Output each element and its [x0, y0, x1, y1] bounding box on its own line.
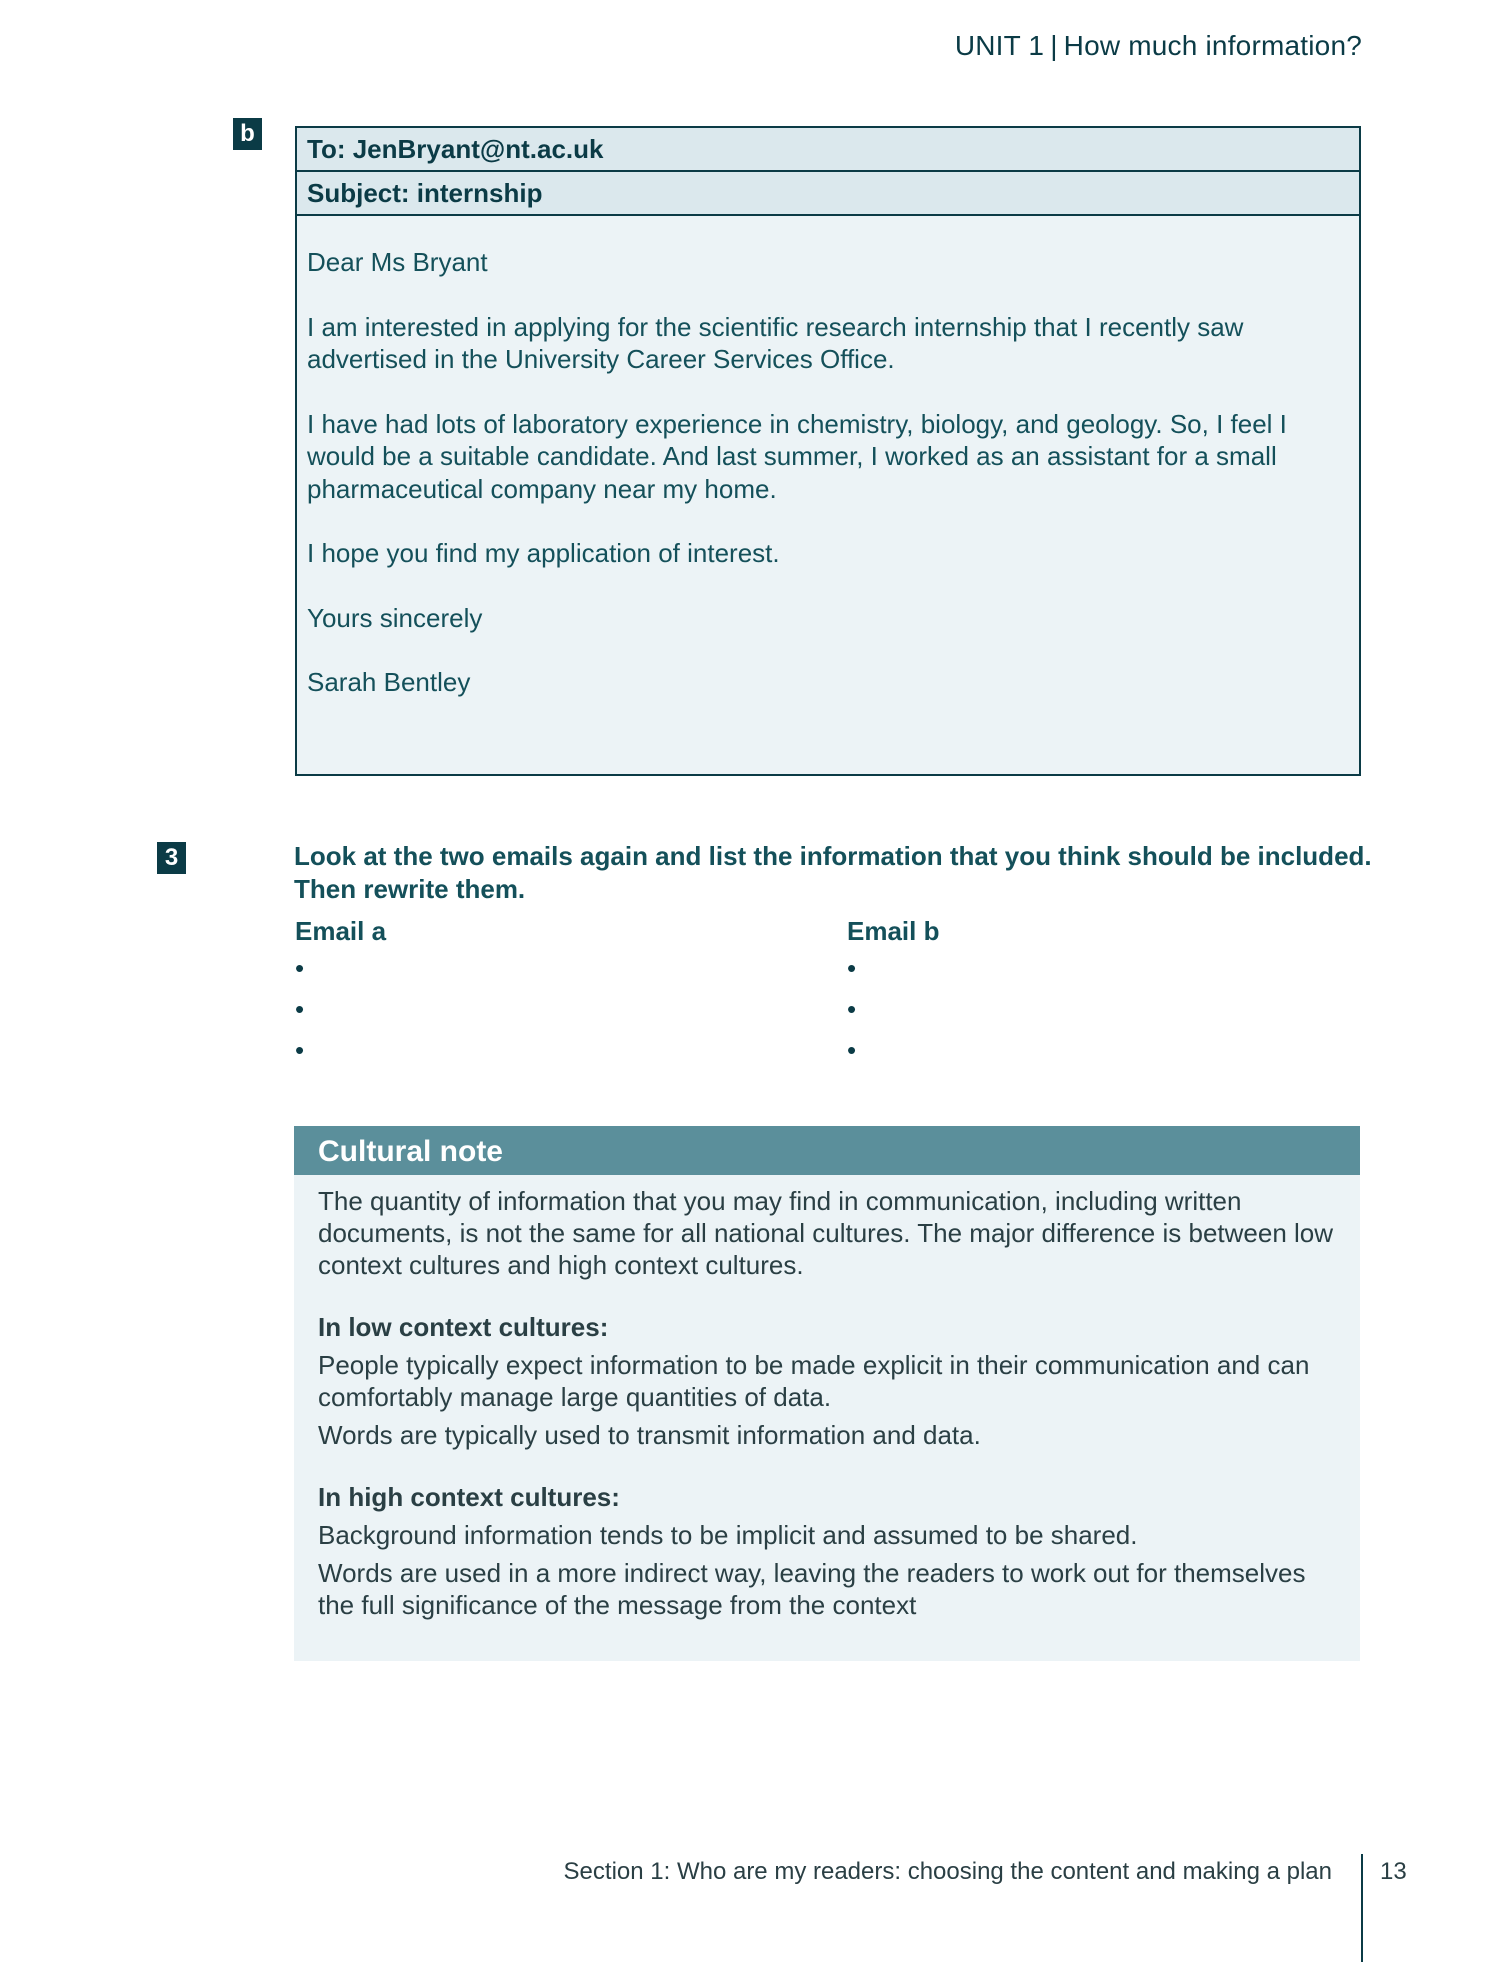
cultural-note-intro: The quantity of information that you may find in communication, including written documents, is not the same for all national cultures. The major difference is between low context cultures and high context cultures.	[318, 1186, 1334, 1280]
high-context-line: Background information tends to be implicit and assumed to be shared.	[318, 1520, 1138, 1550]
cultural-note-box	[294, 1126, 1360, 1661]
footer-section-title: Section 1: Who are my readers: choosing the content and making a plan	[563, 1858, 1332, 1885]
running-header	[955, 30, 1362, 62]
email-b-list	[847, 948, 1347, 1071]
footer-divider	[1361, 1854, 1363, 1962]
email-to-field: To: JenBryant@nt.ac.uk	[297, 128, 1359, 172]
email-body	[297, 216, 1359, 699]
task-instruction: Look at the two emails again and list the information that you think should be included. Then rewrite them.	[294, 841, 1372, 904]
low-context-line: People typically expect information to be made explicit in their communication and can comfortably manage large quantities of data.	[318, 1350, 1310, 1412]
high-context-line: Words are used in a more indirect way, leaving the readers to work out for themselves the full significance of the message from the context	[318, 1558, 1306, 1620]
unit-title: How much information?	[1063, 30, 1362, 61]
exercise-marker-b: b	[233, 118, 262, 150]
email-paragraph: I am interested in applying for the scientific research internship that I recently saw advertised in the University Career Services Office.	[307, 311, 1244, 374]
list-item: •	[295, 953, 305, 983]
high-context-heading: In high context cultures:	[318, 1482, 620, 1512]
low-context-line: Words are typically used to transmit information and data.	[318, 1420, 981, 1450]
list-item: •	[847, 1035, 857, 1065]
email-closing: Yours sincerely	[307, 602, 483, 633]
page-number: 13	[1380, 1858, 1407, 1885]
email-a-list	[295, 948, 795, 1071]
email-a-heading: Email a	[295, 916, 387, 946]
cultural-note-body	[294, 1175, 1360, 1621]
list-item: •	[295, 1035, 305, 1065]
cultural-note-title: Cultural note	[294, 1126, 1360, 1175]
email-a-column	[295, 914, 795, 1071]
email-paragraph: I hope you find my application of interest.	[307, 538, 780, 568]
header-separator: |	[1050, 30, 1058, 61]
list-item: •	[295, 994, 305, 1024]
email-subject-field: Subject: internship	[297, 172, 1359, 216]
email-signature: Sarah Bentley	[307, 667, 471, 697]
email-salutation: Dear Ms Bryant	[307, 247, 488, 277]
exercise-marker-3: 3	[157, 842, 186, 874]
email-b-box	[295, 126, 1361, 776]
email-b-column	[847, 914, 1347, 1071]
list-item: •	[847, 953, 857, 983]
list-item: •	[847, 994, 857, 1024]
low-context-heading: In low context cultures:	[318, 1312, 609, 1342]
email-paragraph: I have had lots of laboratory experience in chemistry, biology, and geology. So, I feel I would be a suitable candidate. And last summer, I worked as an assistant for a small pharmaceutical company near my home.	[307, 408, 1287, 504]
email-b-heading: Email b	[847, 916, 940, 946]
unit-label: UNIT 1	[954, 30, 1045, 61]
